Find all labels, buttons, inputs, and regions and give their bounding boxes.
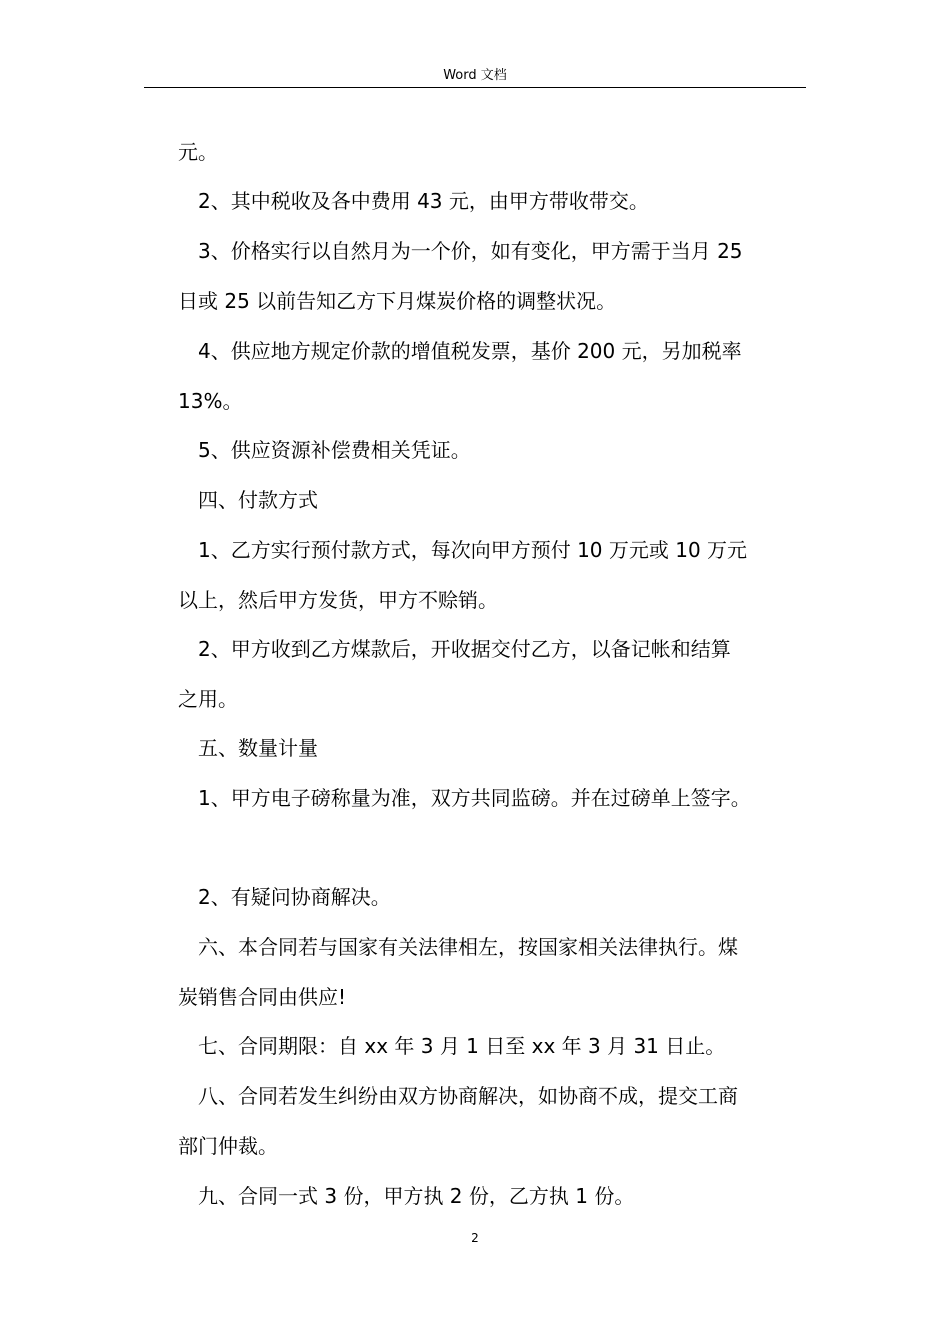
- text-line: 之用。: [178, 687, 238, 711]
- text-line: 六、本合同若与国家有关法律相左，按国家相关法律执行。煤: [198, 935, 738, 959]
- section-heading: 四、付款方式: [198, 488, 318, 512]
- text-line: 日或 25 以前告知乙方下月煤炭价格的调整状况。: [178, 289, 617, 313]
- text-line: 1、甲方电子磅称量为准，双方共同监磅。并在过磅单上签字。: [198, 786, 751, 810]
- text-line: 以上，然后甲方发货，甲方不赊销。: [178, 588, 498, 612]
- text-line: 2、有疑问协商解决。: [198, 885, 391, 909]
- text-line: 炭销售合同由供应!: [178, 985, 347, 1009]
- text-line: 部门仲裁。: [178, 1134, 278, 1158]
- text-line: 九、合同一式 3 份，甲方执 2 份，乙方执 1 份。: [198, 1184, 635, 1208]
- text-line: 2、其中税收及各中费用 43 元，由甲方带收带交。: [198, 189, 649, 213]
- text-line: 4、供应地方规定价款的增值税发票，基价 200 元，另加税率: [198, 339, 742, 363]
- text-line: 2、甲方收到乙方煤款后，开收据交付乙方，以备记帐和结算: [198, 637, 731, 661]
- page-number: 2: [471, 1231, 479, 1245]
- header-title: Word 文档: [443, 68, 507, 83]
- text-line: 1、乙方实行预付款方式，每次向甲方预付 10 万元或 10 万元: [198, 538, 748, 562]
- text-line: 13%。: [178, 389, 243, 413]
- text-line: 5、供应资源补偿费相关凭证。: [198, 438, 471, 462]
- text-line: 3、价格实行以自然月为一个价，如有变化，甲方需于当月 25: [198, 239, 743, 263]
- section-heading: 五、数量计量: [198, 736, 318, 760]
- text-line: 七、合同期限：自 xx 年 3 月 1 日至 xx 年 3 月 31 日止。: [198, 1034, 726, 1058]
- text-line: 八、合同若发生纠纷由双方协商解决，如协商不成，提交工商: [198, 1084, 738, 1108]
- text-line: 元。: [178, 140, 218, 164]
